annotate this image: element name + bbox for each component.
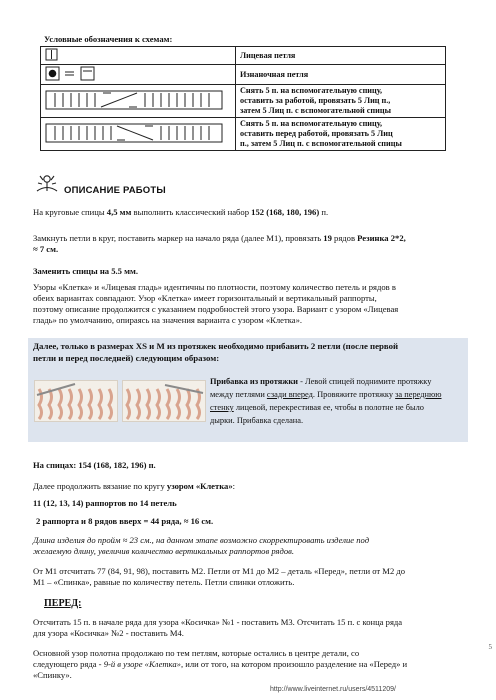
paragraph-needles: Заменить спицы на 5.5 мм. [33, 266, 138, 276]
purl-symbol-icon [45, 66, 105, 81]
legend-text-purl: Изнаночная петля [236, 65, 446, 85]
yarn-icon [34, 172, 60, 194]
cable-front-symbol-icon [45, 122, 223, 144]
increase-photo-1 [34, 380, 118, 422]
front-heading: ПЕРЕД: [44, 598, 82, 609]
legend-text-cable-back: Снять 5 п. на вспомогательную спицу, оставить за работой, провязать 5 Лиц п., затем 5 Лиц п. с вспомогательной спицы [236, 85, 446, 118]
paragraph-cables: Отсчитать 15 п. в начале ряда для узора «Косичка» №1 - поставить М3. Отсчитать 15 п. с конца ряда для узора «Косичка» №2 - поставить М4. [33, 617, 403, 638]
legend-symbol-cell [41, 47, 236, 65]
paragraph-continue: Далее продолжить вязание по кругу узором «Клетка»: [33, 481, 236, 491]
knit-symbol-icon [45, 48, 59, 61]
increase-photo-2 [122, 380, 206, 422]
legend-symbol-cell [41, 85, 236, 118]
legend-title: Условные обозначения к схемам: [44, 34, 173, 44]
increase-instructions: Прибавка из протяжки - Левой спицей поднимите протяжку между петлями сзади вперед. Провяжите протяжку за переднюю стенку лицевой, перекрестивая ее, чтобы в полотне не было дырки. Прибавка сделана. [210, 377, 442, 425]
paragraph-repeats: 11 (12, 13, 14) раппортов по 14 петель [33, 498, 177, 508]
band-heading: Далее, только в размерах XS и M из протяжек необходимо прибавить 2 петли (после первой петли и перед последней) следующим образом: [33, 341, 399, 363]
paragraph-main-pattern: Основной узор полотна продолжаю по тем петлям, которые остались в центре детали, со следующего ряда - 9-й в узоре «Клетка», или от того, на котором произошло разделение на «Перед» и «Спинку». [33, 648, 408, 680]
paragraph-length-note: Длина изделия до пройм ≈ 23 см., на данном этапе возможно скорректировать изделие под желаемую длину, увеличив количество вертикальных раппортов рядов. [33, 535, 370, 556]
paragraph-rows: 2 раппорта и 8 рядов вверх = 44 ряда, ≈ 16 см. [36, 516, 214, 526]
paragraph-stitch-count: На спицах: 154 (168, 182, 196) п. [33, 460, 156, 470]
paragraph-cast-on: На круговые спицы 4,5 мм выполнить классический набор 152 (168, 180, 196) п. [33, 207, 329, 217]
footer-url: http://www.liveinternet.ru/users/4511209/ [270, 686, 396, 693]
paragraph-markers: От М1 отсчитать 77 (84, 91, 98), поставить М2. Петли от М1 до М2 – деталь «Перед», петли от М2 до М1 – «Спинка», равные по количеству петель. Петли спинки отложить. [33, 566, 406, 587]
legend-table [40, 46, 446, 151]
legend-symbol-cell [41, 118, 236, 151]
legend-symbol-cell [41, 65, 236, 85]
paragraph-patterns: Узоры «Клетка» и «Лицевая гладь» идентичны по плотности, поэтому количество петель и рядов в обеих вариантах совпадают. Узор «Клетка» имеет горизонтальный и вертикальный раппорты, поэтому описание продолжится с указанием подробностей этого узора. Вариант с узором «Лицевая гладь» по умолчанию, опираясь на значения варианта с узором «Клетка». [33, 282, 399, 325]
page-number: 5 [488, 643, 492, 651]
legend-text-knit: Лицевая петля [236, 47, 446, 65]
section-title: ОПИСАНИЕ РАБОТЫ [64, 185, 166, 196]
paragraph-join: Замкнуть петли в круг, поставить маркер на начало ряда (далее М1), провязать 19 рядов Резинка 2*2, ≈ 7 см. [33, 233, 406, 254]
cable-back-symbol-icon [45, 89, 223, 111]
legend-text-cable-front: Снять 5 п. на вспомогательную спицу, оставить перед работой, провязать 5 Лиц п., затем 5 Лиц п. с вспомогательной спицы [236, 118, 446, 151]
